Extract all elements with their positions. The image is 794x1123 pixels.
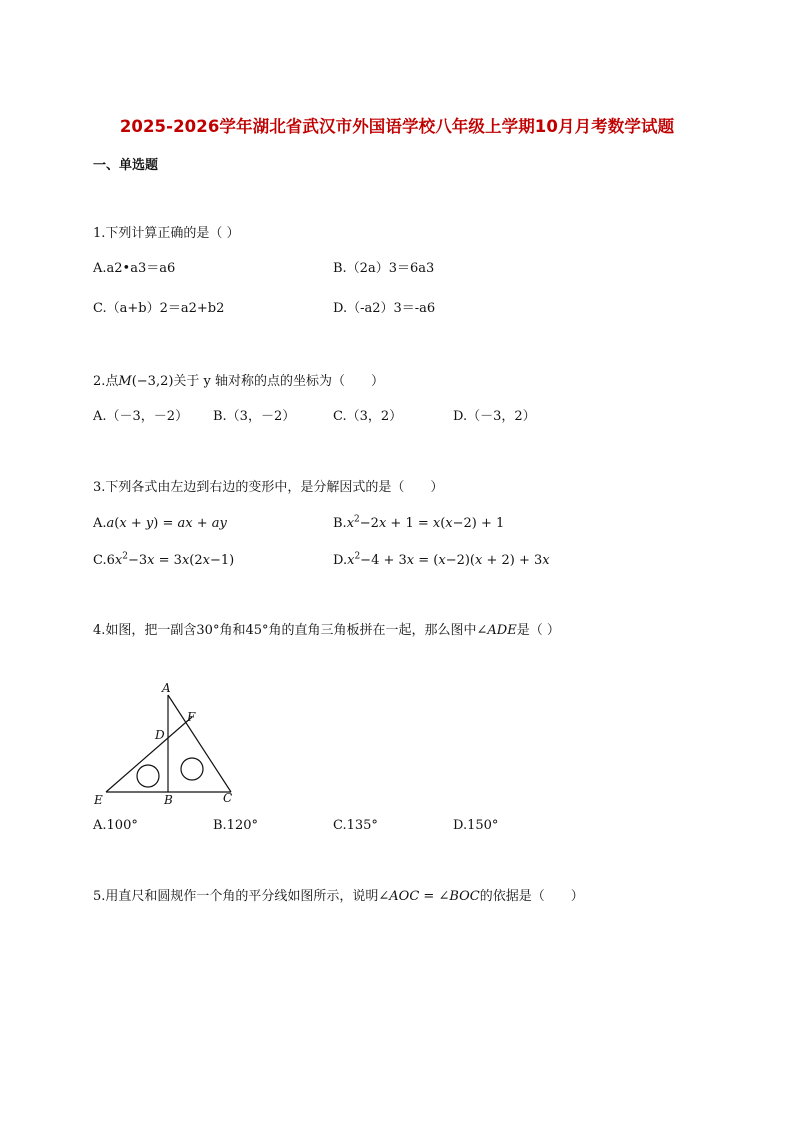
- page-title: 2025-2026学年湖北省武汉市外国语学校八年级上学期10月月考数学试题: [119, 117, 675, 136]
- inner-circle-right: [181, 758, 203, 780]
- q3-option-b: $B.x^2-2x + 1 = x(x-2) + 1$: [333, 514, 505, 531]
- label-c: C: [223, 791, 233, 805]
- q3-option-c: $C.6x^2-3x = 3x(2x-1)$: [93, 551, 235, 568]
- label-a: A: [162, 681, 171, 695]
- label-d: D: [155, 728, 165, 742]
- q2-option-c: C.（3，2）: [333, 409, 403, 424]
- q1-option-a: A.a2•a3＝a6: [93, 261, 176, 276]
- triangle-figure: [88, 675, 248, 810]
- segment-ef: [106, 717, 192, 792]
- q2-option-b: B.（3，－2）: [213, 409, 296, 424]
- q5-stem: 5.用直尺和圆规作一个角的平分线如图所示，说明∠AOC = ∠BOC的依据是（ ）: [93, 889, 584, 904]
- q2-option-d: D.（－3，2）: [453, 409, 536, 424]
- q1-stem: 1.下列计算正确的是（ ）: [93, 226, 240, 241]
- q2-stem: 2.点M(−3,2)关于 y 轴对称的点的坐标为（ ）: [93, 374, 385, 389]
- q1-option-c: C.（a+b）2＝a2+b2: [93, 301, 225, 316]
- label-e: E: [94, 793, 103, 807]
- q4-stem: 4.如图，把一副含30°角和45°角的直角三角板拼在一起，那么图中∠ADE是（ ）: [93, 623, 560, 638]
- q3-stem: 3.下列各式由左边到右边的变形中，是分解因式的是（ ）: [93, 480, 444, 495]
- q4-option-b: B.120°: [213, 818, 258, 833]
- section-heading: 一、单选题: [93, 158, 159, 173]
- q4-option-a: A.100°: [93, 818, 138, 833]
- label-f: F: [187, 710, 196, 724]
- q1-option-d: D.（-a2）3＝-a6: [333, 301, 436, 316]
- label-b: B: [164, 793, 173, 807]
- q3-option-d: $D.x^2-4 + 3x = (x-2)(x + 2) + 3x$: [333, 551, 550, 568]
- q4-option-c: C.135°: [333, 818, 378, 833]
- inner-circle-left: [137, 765, 159, 787]
- q4-option-d: D.150°: [453, 818, 499, 833]
- q3-option-a: A.a(x + y) = ax + ay: [93, 516, 227, 531]
- q2-option-a: A.（－3，－2）: [93, 409, 189, 424]
- q1-option-b: B.（2a）3＝6a3: [333, 261, 435, 276]
